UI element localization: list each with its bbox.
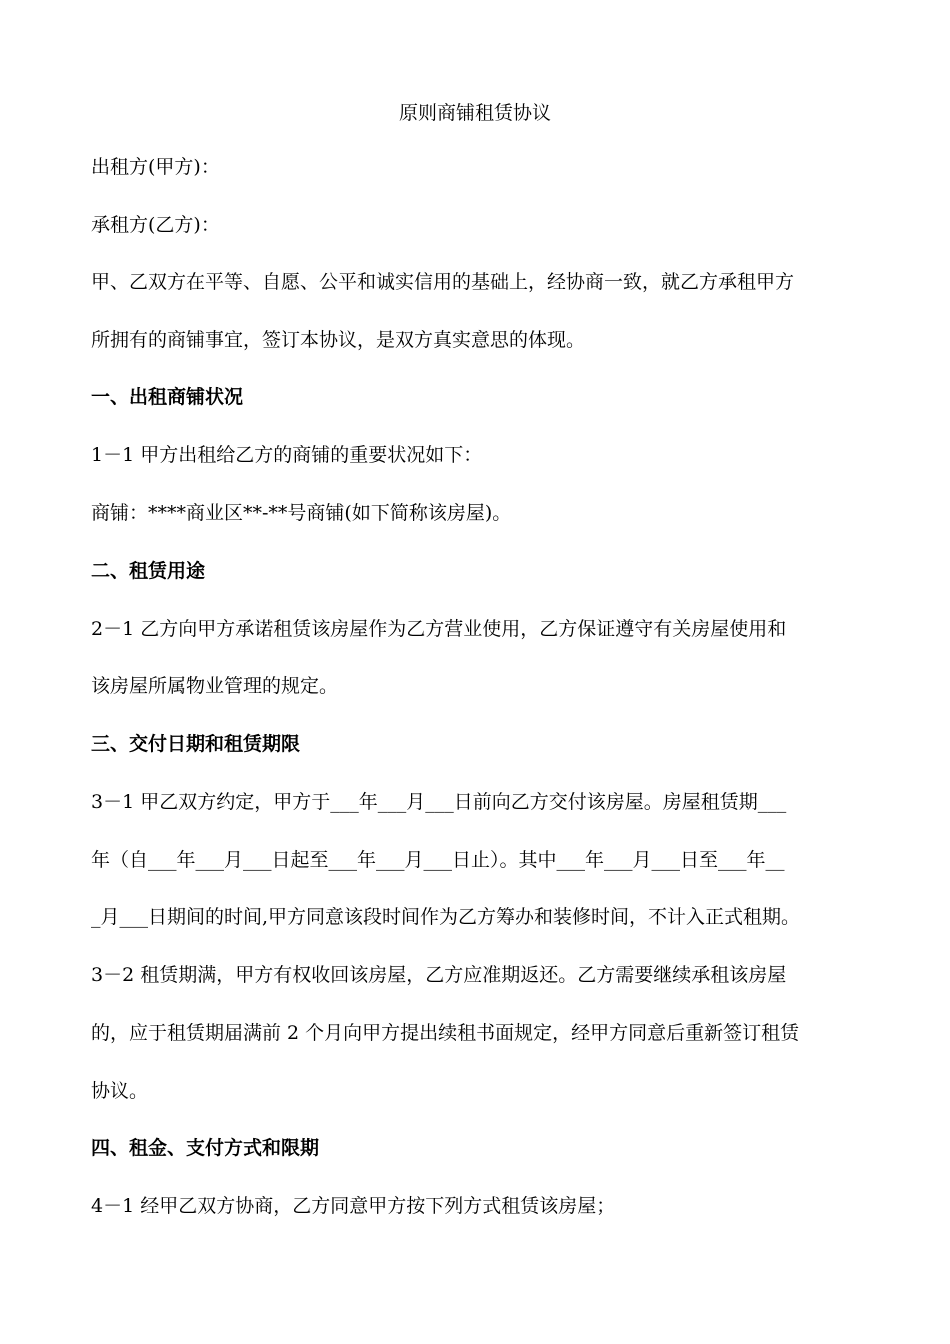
clause-3-2-line-3: 协议。: [91, 1080, 149, 1102]
lessor-line: 出租方(甲方)：: [91, 156, 220, 178]
clause-2-1-line-2: 该房屋所属物业管理的规定。: [91, 675, 339, 697]
clause-3-1-line-3: _月___日期间的时间,甲方同意该段时间作为乙方筹办和装修时间，不计入正式租期。: [91, 906, 801, 928]
clause-4-1: 4－1 经甲乙双方协商，乙方同意甲方按下列方式租赁该房屋；: [91, 1195, 616, 1217]
section-heading-3: 三、交付日期和租赁期限: [91, 733, 301, 755]
clause-3-1-line-2: 年（自___年___月___日起至___年___月___日止）。其中___年___月___日至___年__: [91, 849, 785, 871]
shop-description: 商铺：****商业区**-**号商铺(如下简称该房屋)。: [91, 502, 512, 524]
clause-3-1-line-1: 3－1 甲乙双方约定，甲方于___年___月___日前向乙方交付该房屋。房屋租赁期___: [91, 791, 787, 813]
document-title: 原则商铺租赁协议: [398, 102, 551, 124]
preamble-line-1: 甲、乙双方在平等、自愿、公平和诚实信用的基础上，经协商一致，就乙方承租甲方: [91, 271, 795, 293]
clause-2-1-line-1: 2－1 乙方向甲方承诺租赁该房屋作为乙方营业使用，乙方保证遵守有关房屋使用和: [91, 618, 787, 640]
preamble-line-2: 所拥有的商铺事宜，签订本协议，是双方真实意思的体现。: [91, 329, 586, 351]
clause-3-2-line-1: 3－2 租赁期满，甲方有权收回该房屋，乙方应准期返还。乙方需要继续承租该房屋: [91, 964, 787, 986]
lessee-line: 承租方(乙方)：: [91, 214, 220, 236]
section-heading-4: 四、租金、支付方式和限期: [91, 1137, 320, 1159]
section-heading-1: 一、出租商铺状况: [91, 386, 244, 408]
section-heading-2: 二、租赁用途: [91, 560, 206, 582]
clause-1-1: 1－1 甲方出租给乙方的商铺的重要状况如下：: [91, 444, 483, 466]
clause-3-2-line-2: 的，应于租赁期届满前 2 个月向甲方提出续租书面规定，经甲方同意后重新签订租赁: [91, 1022, 800, 1044]
